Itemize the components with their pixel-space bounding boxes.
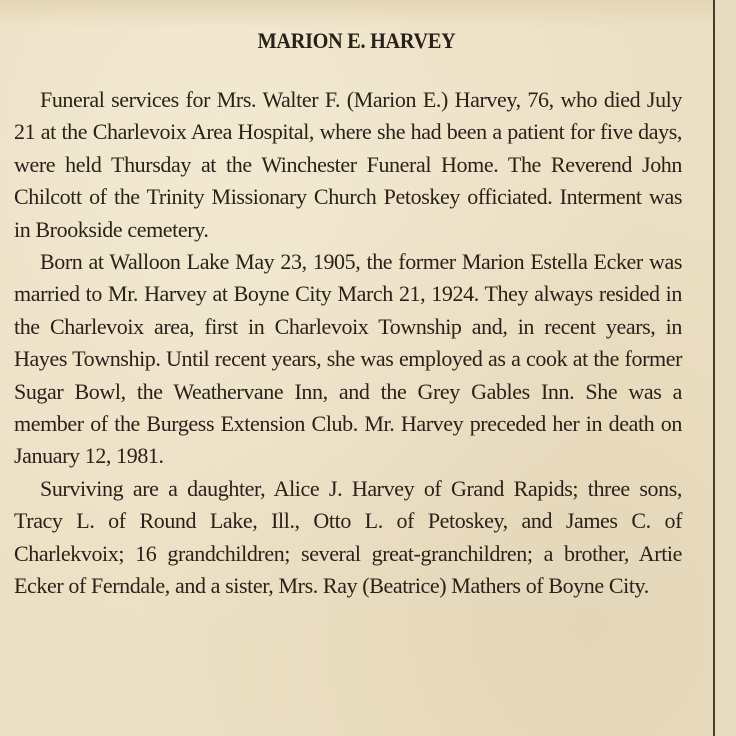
obituary-body [14, 84, 682, 603]
right-margin [715, 0, 736, 736]
paper-edge-shading [0, 0, 736, 28]
paragraph-funeral-services: Funeral services for Mrs. Walter F. (Marion E.) Harvey, 76, who died July 21 at the Charlevoix Area Hospital, where she had been a patient for five days, were held Thursday at the Winchester Funeral Home. The Reverend John Chilcott of the Trinity Missionary Church Petoskey officiated. Interment was in Brookside cemetery. [14, 87, 682, 242]
paragraph-biography: Born at Walloon Lake May 23, 1905, the former Marion Estella Ecker was married to Mr. Harvey at Boyne City March 21, 1924. They always resided in the Charlevoix area, first in Charlevoix Township and, in recent years, in Hayes Township. Until recent years, she was employed as a cook at the former Sugar Bowl, the Weathervane Inn, and the Grey Gables Inn. She was a member of the Burgess Extension Club. Mr. Harvey preceded her in death on January 12, 1981. [14, 249, 682, 469]
obituary-headline: MARION E. HARVEY [257, 28, 456, 53]
paragraph-survivors: Surviving are a daughter, Alice J. Harvey of Grand Rapids; three sons, Tracy L. of Round Lake, Ill., Otto L. of Petoskey, and James C. of Charlekvoix; 16 grandchildren; several great-granchildren; a brother, Artie Ecker of Ferndale, and a sister, Mrs. Ray (Beatrice) Mathers of Boyne City. [14, 475, 682, 599]
